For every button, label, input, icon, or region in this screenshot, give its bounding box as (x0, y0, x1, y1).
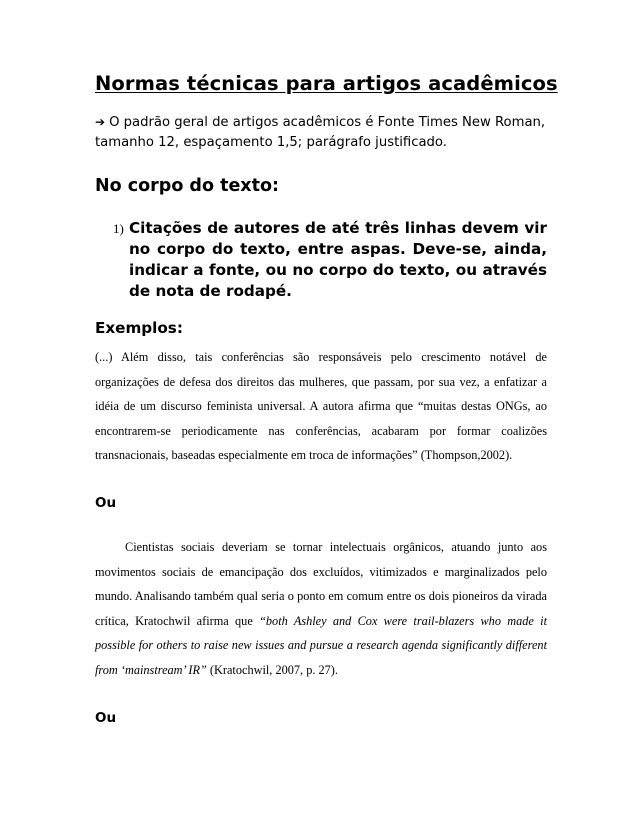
example2-text: Cientistas sociais deveriam se tornar intelectuais orgânicos, atuando junto aos movimentos sociais de emancipação dos excluídos, vitimizados e marginalizados pelo mundo. Analisando também qual seria o ponto em comum entre os dois pioneiros da virada crítica, Kratochwil afirma que (95, 540, 547, 628)
page-title: Normas técnicas para artigos acadêmicos (95, 72, 558, 95)
list-number: 1) (113, 221, 124, 236)
example-paragraph-1: (...) Além disso, tais conferências são responsáveis pelo crescimento notável de organizações de defesa dos direitos das mulheres, que passam, por sua vez, a enfatizar a idéia de um discurso feminista universal. A autora afirma que “muitas destas ONGs, ao encontrarem-se periodicamente nas conferências, acabaram por formar coalizões transnacionais, baseadas especialmente em troca de informações” (Thompson,2002). (95, 350, 547, 463)
intro-paragraph (95, 112, 547, 153)
list-item-text: Citações de autores de até três linhas devem vir no corpo do texto, entre aspas. Deve-se, ainda, indicar a fonte, ou no corpo do texto, ou através de nota de rodapé. (129, 219, 547, 300)
example2-quote: “both Ashley and Cox were trail-blazers who made it possible for others to raise new issues and pursue a research agenda significantly different from ‘mainstream’ IR” (95, 613, 548, 677)
examples-heading: Exemplos: (95, 319, 183, 337)
section-heading: No corpo do texto: (95, 176, 279, 196)
right-arrow-icon: ➔ (95, 115, 106, 129)
example-paragraph-2 (95, 535, 547, 683)
separator-ou-1: Ou (95, 495, 117, 511)
numbered-list-item (113, 218, 547, 302)
separator-ou-2: Ou (95, 710, 117, 726)
example2-citation: (Kratochwil, 2007, p. 27). (206, 662, 338, 677)
intro-text: O padrão geral de artigos acadêmicos é Fonte Times New Roman, tamanho 12, espaçamento 1,5; parágrafo justificado. (95, 115, 546, 150)
